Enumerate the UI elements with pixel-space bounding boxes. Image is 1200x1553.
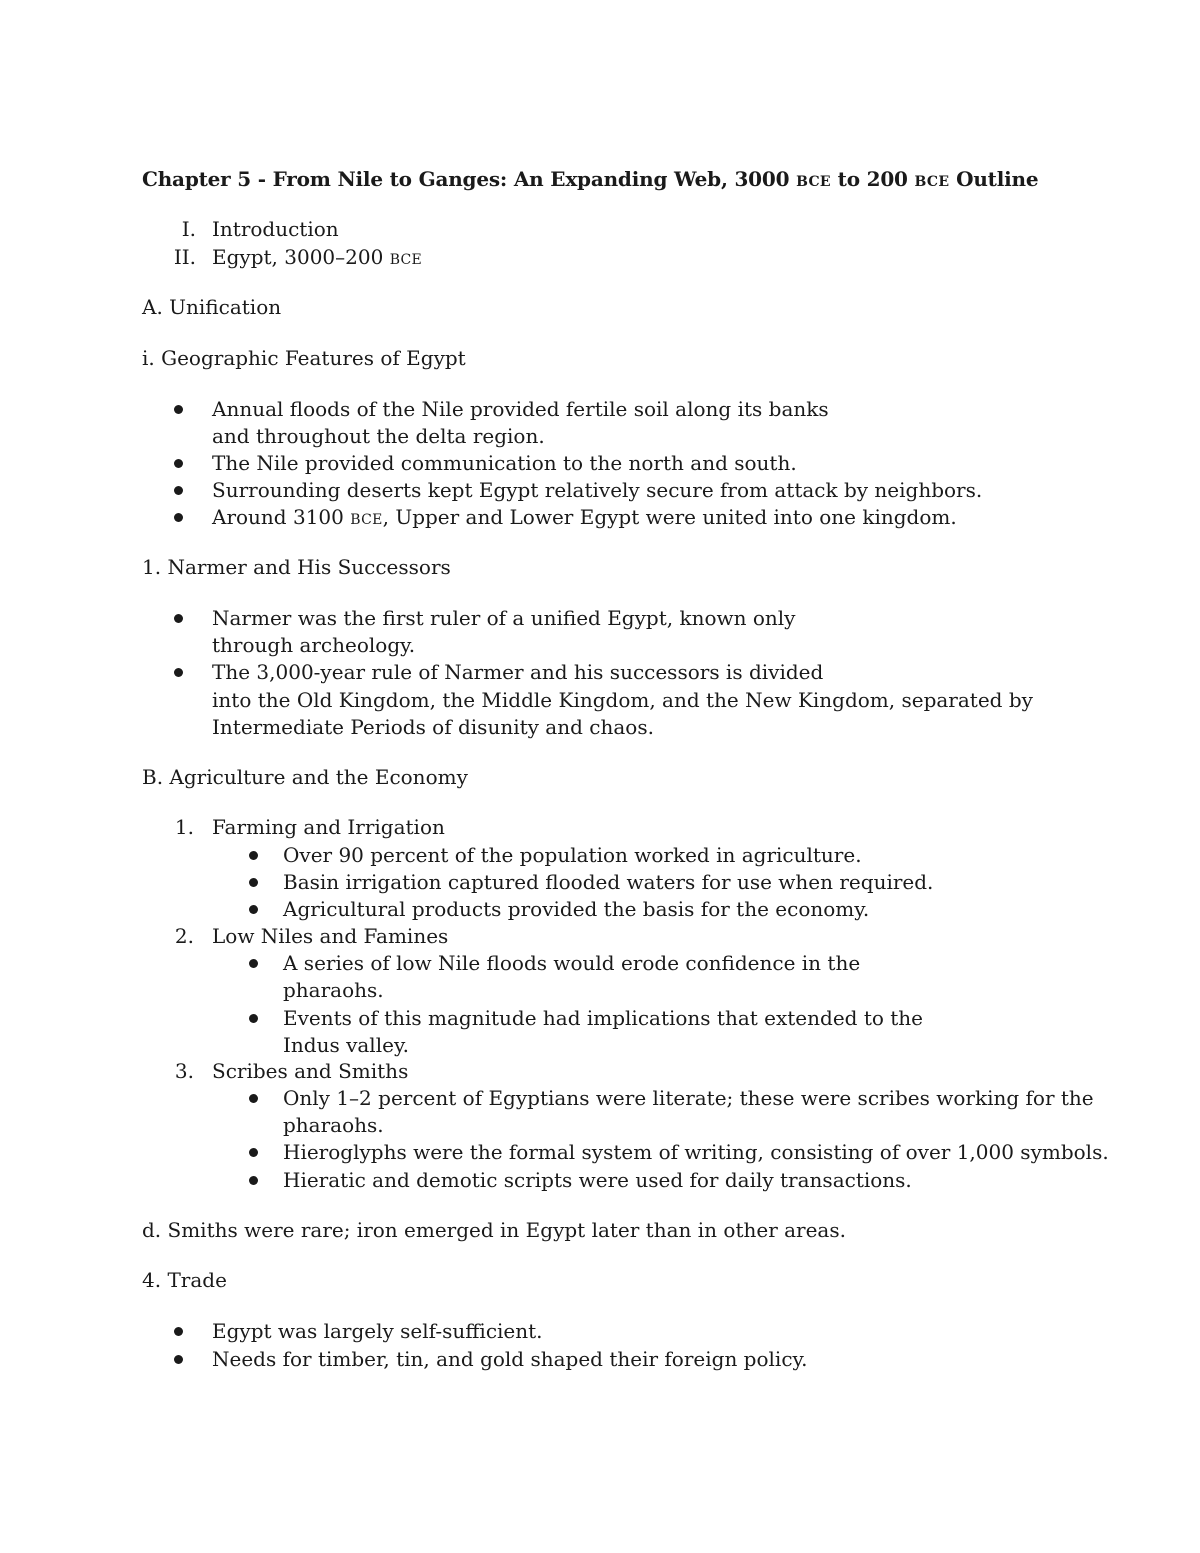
geo-bullet-3: Surrounding deserts kept Egypt relatively secure from attack by neighbors.	[212, 478, 983, 502]
title-mid: to 200	[830, 167, 915, 191]
geo-bullet-4-suffix: , Upper and Lower Egypt were united into one kingdom.	[382, 505, 957, 529]
agri-item-1-bullet-1: Over 90 percent of the population worked in agriculture.	[283, 843, 862, 867]
agri-item-2-bullet-1-line-1: A series of low Nile floods would erode confidence in the	[283, 951, 861, 975]
trade-bullet-1: Egypt was largely self-sufficient.	[212, 1319, 543, 1343]
bullet-icon	[249, 1094, 258, 1103]
narmer-bullet-2-line-1: The 3,000-year rule of Narmer and his successors is divided	[212, 660, 824, 684]
title-era-2: BCE	[914, 174, 950, 190]
roman-item-egypt-era: BCE	[389, 252, 423, 268]
bullet-icon	[249, 1014, 258, 1023]
document-title	[142, 166, 1038, 196]
bullet-icon	[174, 1327, 183, 1336]
bullet-icon	[249, 1148, 258, 1157]
agri-item-1-bullet-3: Agricultural products provided the basis for the economy.	[283, 897, 870, 921]
title-era-1: BCE	[796, 174, 831, 190]
bullet-icon	[174, 486, 183, 495]
agri-item-3-bullet-2: Hieroglyphs were the formal system of writing, consisting of over 1,000 symbols.	[283, 1140, 1109, 1164]
bullet-icon	[174, 513, 183, 522]
agri-item-3-bullet-1-line-1: Only 1–2 percent of Egyptians were literate; these were scribes working for the	[283, 1086, 1094, 1110]
agri-marker-1: 1.	[174, 815, 194, 839]
title-prefix: Chapter 5 - From Nile to Ganges: An Expanding Web, 3000	[142, 167, 797, 191]
agri-item-2-bullet-2-line-2: Indus valley.	[283, 1033, 409, 1057]
bullet-icon	[249, 905, 258, 914]
agri-item-2: Low Niles and Famines	[212, 924, 449, 948]
geo-bullet-2: The Nile provided communication to the north and south.	[212, 451, 797, 475]
narmer-bullet-2-line-2: into the Old Kingdom, the Middle Kingdom, and the New Kingdom, separated by	[212, 688, 1033, 712]
geo-bullet-4	[212, 504, 957, 534]
bullet-icon	[249, 1176, 258, 1185]
agri-item-2-bullet-1-line-2: pharaohs.	[283, 978, 384, 1002]
geo-bullet-1-line-2: and throughout the delta region.	[212, 424, 545, 448]
section-a-heading: A. Unification	[142, 295, 282, 319]
bullet-icon	[249, 851, 258, 860]
agri-marker-2: 2.	[174, 924, 194, 948]
trade-heading: 4. Trade	[142, 1268, 227, 1292]
agri-item-3-bullet-1-line-2: pharaohs.	[283, 1113, 384, 1137]
subsection-i-heading: i. Geographic Features of Egypt	[142, 346, 466, 370]
narmer-bullet-1-line-1: Narmer was the first ruler of a unified Egypt, known only	[212, 606, 796, 630]
agri-item-1-bullet-2: Basin irrigation captured flooded waters for use when required.	[283, 870, 934, 894]
narmer-bullet-2-line-3: Intermediate Periods of disunity and chaos.	[212, 715, 654, 739]
geo-bullet-4-era: BCE	[350, 512, 383, 528]
bullet-icon	[174, 614, 183, 623]
roman-marker-1: I.	[181, 217, 196, 241]
bullet-icon	[249, 878, 258, 887]
title-suffix: Outline	[949, 167, 1039, 191]
smiths-line: d. Smiths were rare; iron emerged in Egypt later than in other areas.	[142, 1218, 846, 1242]
section-b-heading: B. Agriculture and the Economy	[142, 765, 468, 789]
roman-item-introduction: Introduction	[212, 217, 339, 241]
geo-bullet-4-prefix: Around 3100	[212, 505, 351, 529]
narmer-heading: 1. Narmer and His Successors	[142, 555, 451, 579]
roman-item-egypt-text: Egypt, 3000–200	[212, 245, 390, 269]
agri-item-1: Farming and Irrigation	[212, 815, 445, 839]
bullet-icon	[174, 1355, 183, 1364]
bullet-icon	[249, 959, 258, 968]
bullet-icon	[174, 668, 183, 677]
roman-item-egypt	[212, 244, 422, 274]
roman-marker-2: II.	[173, 245, 196, 269]
agri-item-3: Scribes and Smiths	[212, 1059, 409, 1083]
trade-bullet-2: Needs for timber, tin, and gold shaped their foreign policy.	[212, 1347, 808, 1371]
agri-item-2-bullet-2-line-1: Events of this magnitude had implications that extended to the	[283, 1006, 924, 1030]
agri-item-3-bullet-3: Hieratic and demotic scripts were used for daily transactions.	[283, 1168, 912, 1192]
narmer-bullet-1-line-2: through archeology.	[212, 633, 416, 657]
agri-marker-3: 3.	[174, 1059, 194, 1083]
bullet-icon	[174, 459, 183, 468]
bullet-icon	[174, 405, 183, 414]
geo-bullet-1-line-1: Annual floods of the Nile provided fertile soil along its banks	[212, 397, 829, 421]
